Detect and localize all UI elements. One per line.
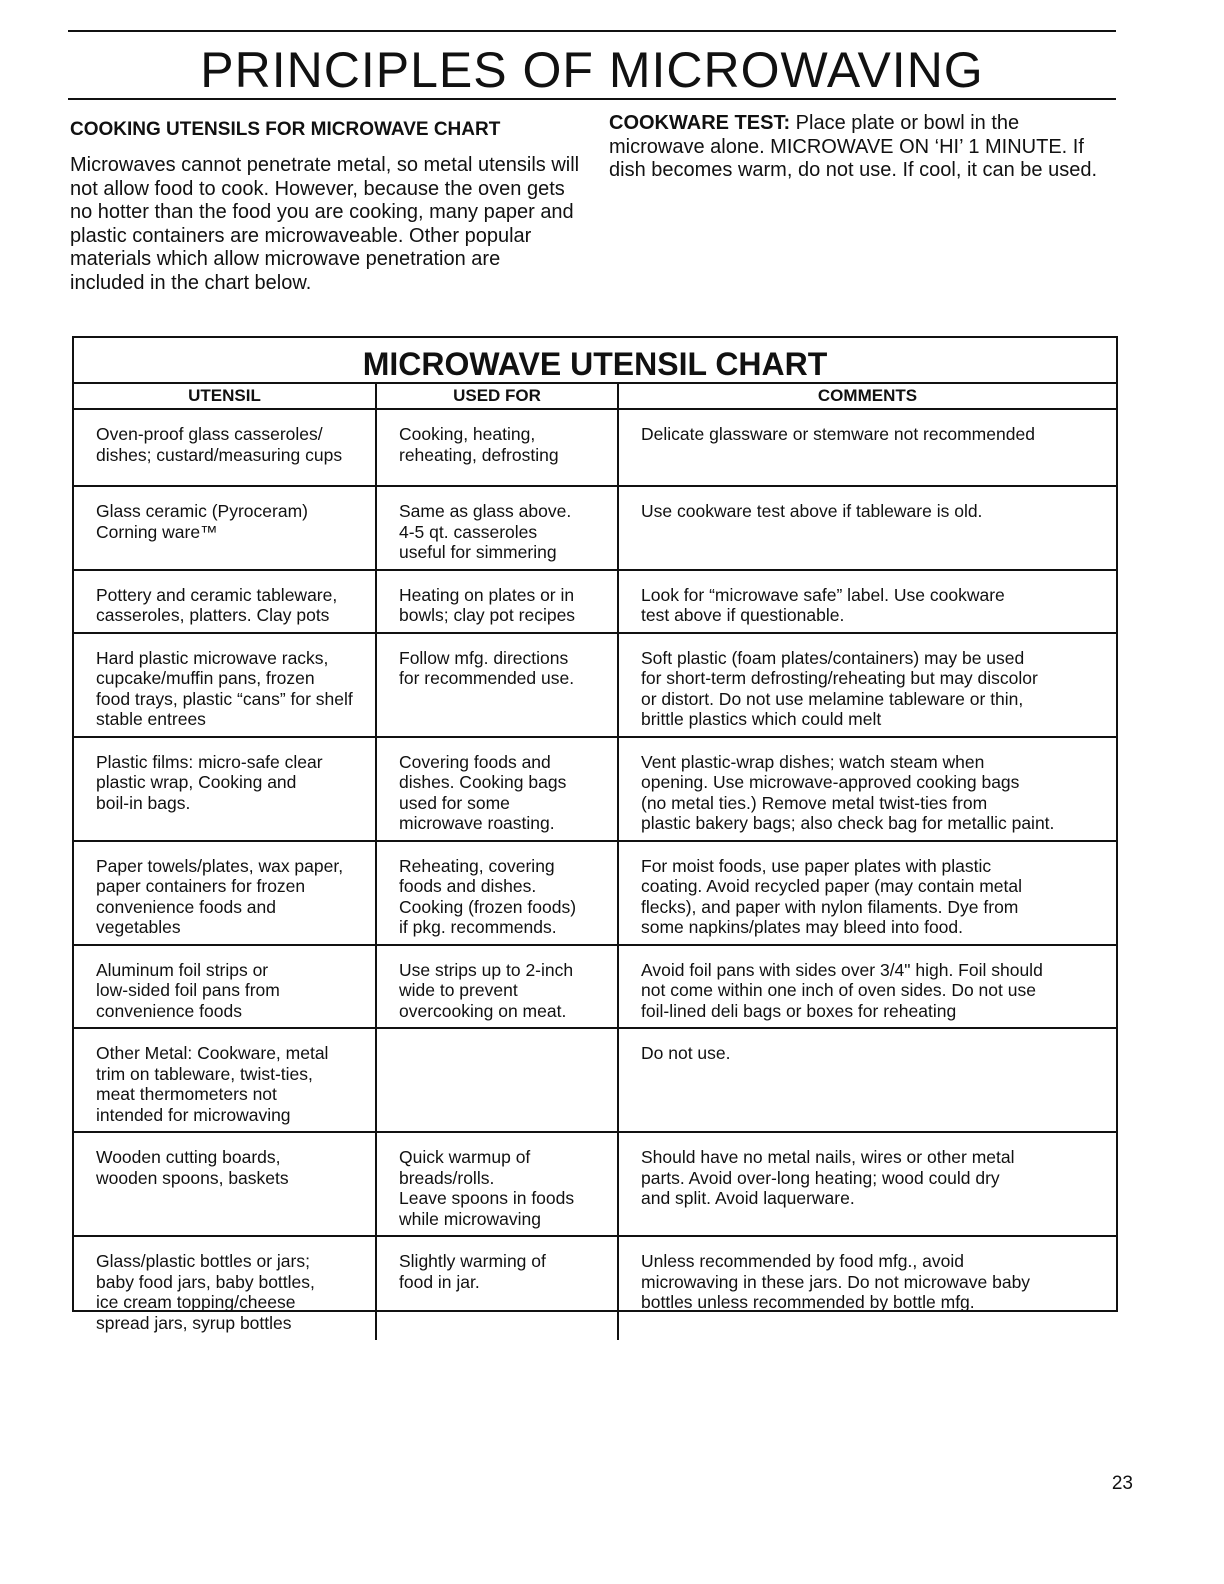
chart-title: MICROWAVE UTENSIL CHART <box>362 346 828 382</box>
used-for-cell: Same as glass above. 4-5 qt. casseroles useful for simmering <box>376 486 618 570</box>
table-row <box>74 841 1116 945</box>
page-title: PRINCIPLES OF MICROWAVING <box>200 42 984 98</box>
utensil-cell: Paper towels/plates, wax paper, paper containers for frozen convenience foods and vegetables <box>74 841 376 945</box>
utensil-cell: Other Metal: Cookware, metal trim on tableware, twist-ties, meat thermometers not intended for microwaving <box>74 1028 376 1132</box>
top-rule <box>68 30 1116 32</box>
table-row <box>74 486 1116 570</box>
comments-cell: For moist foods, use paper plates with plastic coating. Avoid recycled paper (may contain metal flecks), and paper with nylon filaments. Dye from some napkins/plates may bleed into food. <box>618 841 1116 945</box>
cookware-test-paragraph <box>609 112 1119 183</box>
table-row <box>74 1132 1116 1236</box>
title-underline <box>68 98 1116 100</box>
cooking-utensils-body: Microwaves cannot penetrate metal, so metal utensils will not allow food to cook. However, because the oven gets no hotter than the food you are cooking, many paper and plastic containers are microwaveable. Other popular materials which allow microwave penetration are included in the chart below. <box>70 154 580 294</box>
comments-cell: Should have no metal nails, wires or other metal parts. Avoid over-long heating; wood could dry and split. Avoid laquerware. <box>618 1132 1116 1236</box>
cooking-utensils-intro <box>70 118 580 295</box>
header-used-for: USED FOR <box>376 383 618 409</box>
comments-cell: Avoid foil pans with sides over 3/4" high. Foil should not come within one inch of oven sides. Do not use foil-lined deli bags or boxes for reheating <box>618 945 1116 1029</box>
cookware-test-body: Place plate or bowl in the microwave alone. MICROWAVE ON ‘HI’ 1 MINUTE. If dish becomes warm, do not use. If cool, it can be used. <box>609 112 1098 181</box>
used-for-cell: Slightly warming of food in jar. <box>376 1236 618 1340</box>
microwave-utensil-chart <box>72 336 1118 1333</box>
header-comments: COMMENTS <box>618 383 1116 409</box>
utensil-cell: Glass/plastic bottles or jars; baby food jars, baby bottles, ice cream topping/cheese spread jars, syrup bottles <box>96 1251 315 1333</box>
utensil-cell: Pottery and ceramic tableware, casseroles, platters. Clay pots <box>74 570 376 633</box>
comments-cell: Delicate glassware or stemware not recommended <box>618 409 1116 486</box>
used-for-cell: Heating on plates or in bowls; clay pot recipes <box>376 570 618 633</box>
used-for-cell: Use strips up to 2-inch wide to prevent overcooking on meat. <box>376 945 618 1029</box>
comments-cell: Use cookware test above if tableware is old. <box>618 486 1116 570</box>
used-for-cell: Reheating, covering foods and dishes. Cooking (frozen foods) if pkg. recommends. <box>376 841 618 945</box>
table-row <box>74 633 1116 737</box>
used-for-cell: Cooking, heating, reheating, defrosting <box>376 409 618 486</box>
cookware-test-section <box>609 112 1119 183</box>
table-row <box>74 1028 1116 1132</box>
cookware-test-lead: COOKWARE TEST: <box>609 112 791 134</box>
used-for-cell: Follow mfg. directions for recommended use. <box>376 633 618 737</box>
comments-cell: Do not use. <box>618 1028 1116 1132</box>
utensil-cell: Plastic films: micro-safe clear plastic wrap, Cooking and boil-in bags. <box>74 737 376 841</box>
used-for-cell: Covering foods and dishes. Cooking bags used for some microwave roasting. <box>376 737 618 841</box>
utensil-table <box>74 382 1116 1340</box>
utensil-cell: Aluminum foil strips or low-sided foil pans from convenience foods <box>74 945 376 1029</box>
page-number: 23 <box>1111 1473 1133 1494</box>
table-row <box>74 945 1116 1029</box>
utensil-cell: Hard plastic microwave racks, cupcake/muffin pans, frozen food trays, plastic “cans” for shelf stable entrees <box>74 633 376 737</box>
comments-cell: Look for “microwave safe” label. Use cookware test above if questionable. <box>618 570 1116 633</box>
cooking-utensils-heading: COOKING UTENSILS FOR MICROWAVE CHART <box>70 119 501 140</box>
table-header-row <box>74 383 1116 409</box>
comments-cell: Unless recommended by food mfg., avoid microwaving in these jars. Do not microwave baby bottles unless recommended by bottle mfg. <box>618 1236 1116 1340</box>
table-row <box>74 737 1116 841</box>
table-row <box>74 409 1116 486</box>
comments-cell: Soft plastic (foam plates/containers) may be used for short-term defrosting/reheating but may discolor or distort. Do not use melamine tableware or thin, brittle plastics which could melt <box>618 633 1116 737</box>
used-for-cell: Quick warmup of breads/rolls. Leave spoons in foods while microwaving <box>376 1132 618 1236</box>
used-for-cell <box>376 1028 618 1132</box>
utensil-cell: Oven-proof glass casseroles/ dishes; custard/measuring cups <box>74 409 376 486</box>
utensil-cell: Glass ceramic (Pyroceram) Corning ware™ <box>74 486 376 570</box>
table-row <box>74 1236 1116 1340</box>
utensil-cell: Wooden cutting boards, wooden spoons, baskets <box>74 1132 376 1236</box>
table-row <box>74 570 1116 633</box>
header-utensil: UTENSIL <box>74 383 376 409</box>
comments-cell: Vent plastic-wrap dishes; watch steam when opening. Use microwave-approved cooking bags (no metal ties.) Remove metal twist-ties from plastic bakery bags; also check bag for metallic paint. <box>618 737 1116 841</box>
